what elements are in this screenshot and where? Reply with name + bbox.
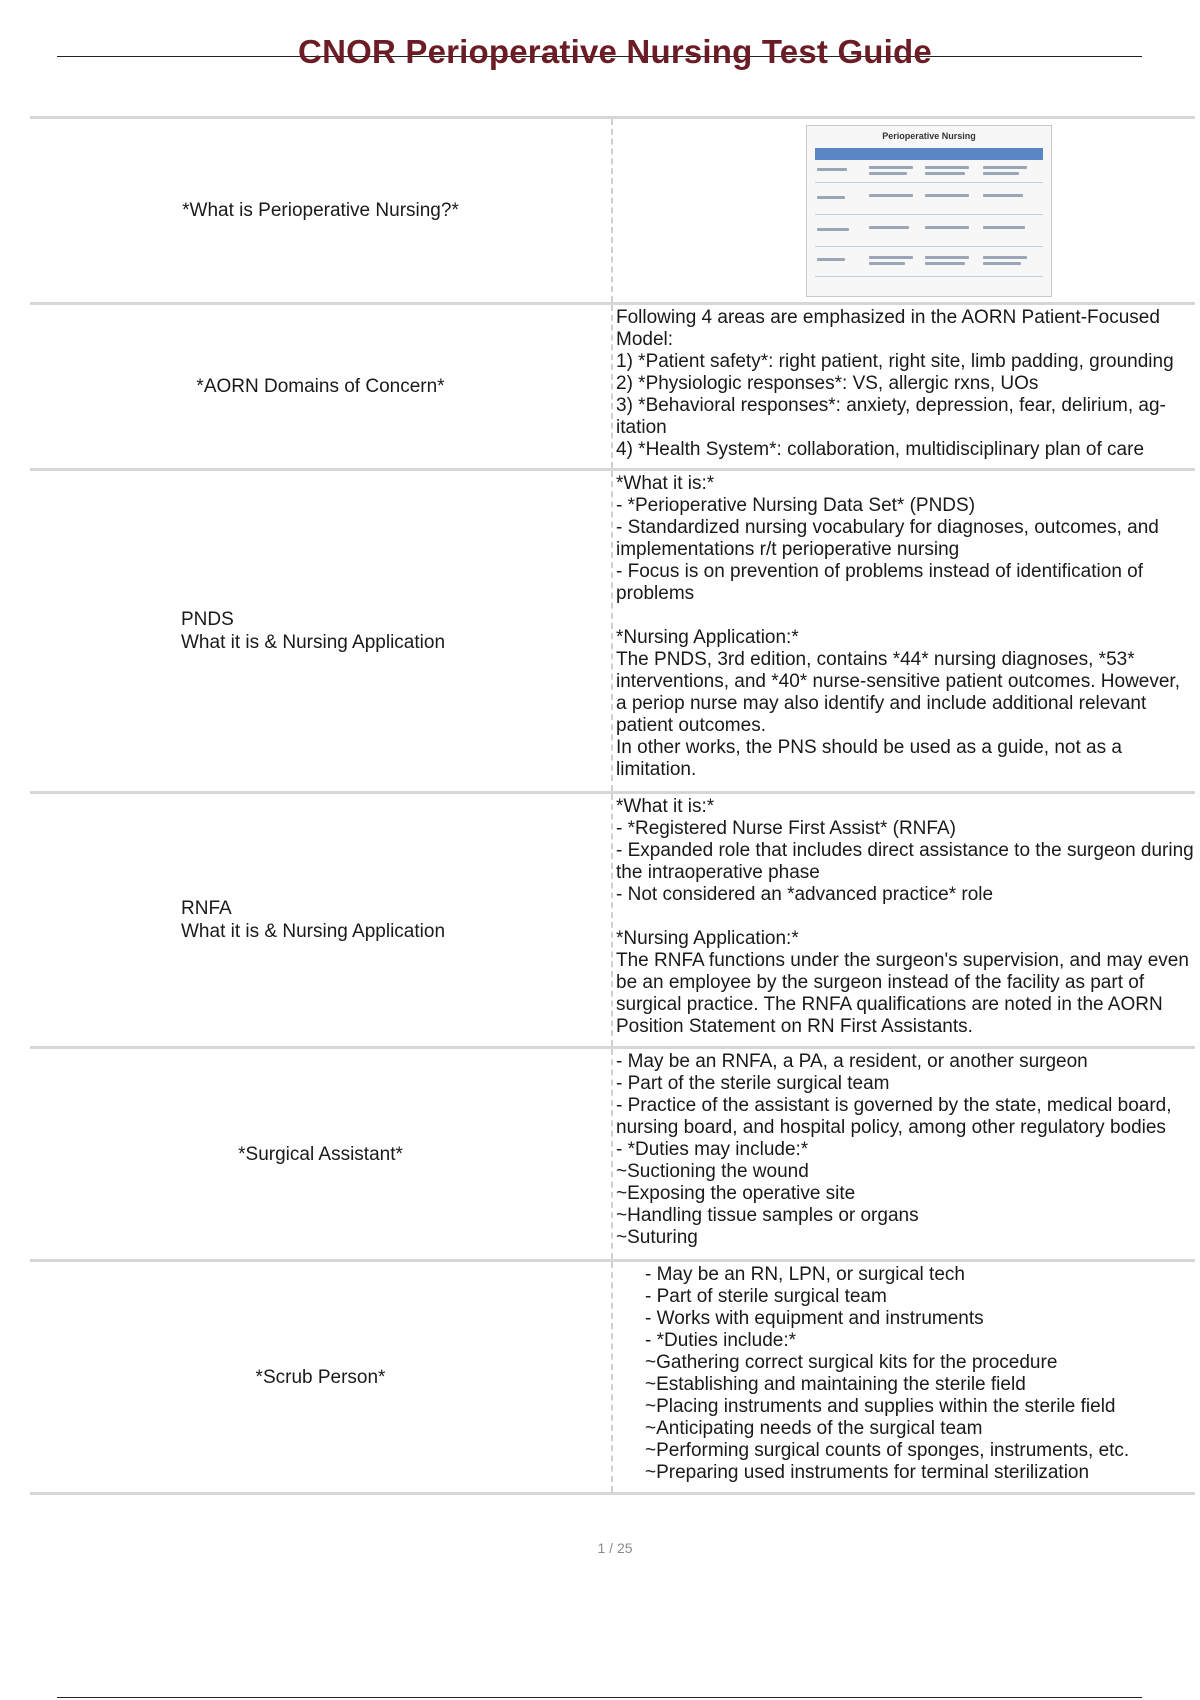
term-text: *AORN Domains of Concern* — [196, 376, 445, 397]
definition-cell: *What it is:* - *Registered Nurse First Assist* (RNFA) - Expanded role that includes direct assistance to the surgeon during the intraoperative phase - Not considered an *advanced practice* role *Nursing Application:* The RNFA functions under the surgeon's supervision, and may even be an employee by the surgeon instead of the facility as part of surgical practice. The RNFA qualifications are noted in the AORN Position Statement on RN First Assistants. — [616, 796, 1194, 1037]
term-text: *Surgical Assistant* — [238, 1143, 403, 1165]
image-cell — [983, 226, 1025, 229]
image-cell — [925, 262, 965, 265]
page-header — [0, 0, 1200, 100]
definition-cell — [613, 119, 1195, 302]
term-cell — [30, 305, 613, 468]
flashcard-table — [30, 116, 1195, 1495]
image-grid-line — [815, 214, 1043, 215]
image-cell — [983, 262, 1021, 265]
image-caption: Perioperative Nursing — [882, 130, 976, 141]
term-cell — [30, 119, 613, 302]
term-text: PNDS What it is & Nursing Application — [181, 609, 446, 653]
definition-cell: Following 4 areas are emphasized in the AORN Patient-Focused Model: 1) *Patient safety*: right patient, right site, limb padding, grounding 2) *Physiologic responses*: VS, allergic rxns, UOs 3) *Behavioral responses*: anxiety, depression, fear, delirium, ag-itation 4) *Health System*: collaboration, multidisciplinary plan of care — [616, 307, 1174, 460]
image-cell — [925, 226, 969, 229]
definition-cell: - May be an RN, LPN, or surgical tech - Part of sterile surgical team - Works with equipment and instruments - *Duties include:* ~Gathering correct surgical kits for the procedure ~Establishing and maintaining the sterile field ~Placing instruments and supplies within the sterile field ~Anticipating needs of the surgical team ~Performing surgical counts of sponges, instruments, etc. ~Preparing used instruments for terminal sterilization — [645, 1264, 1130, 1483]
image-cell — [817, 258, 845, 261]
image-cell — [925, 256, 969, 259]
image-grid-line — [815, 182, 1043, 183]
term-text: *What is Perioperative Nursing?* — [182, 200, 459, 221]
image-cell — [983, 194, 1023, 197]
table-row — [30, 1046, 1195, 1259]
image-table-header — [815, 148, 1043, 160]
page-number: 1 / 25 — [597, 1540, 633, 1556]
table-row — [30, 116, 1195, 302]
footer-rule — [57, 1697, 1142, 1698]
term-cell — [30, 1262, 613, 1492]
term-cell — [30, 794, 613, 1046]
page-title: CNOR Perioperative Nursing Test Guide — [298, 33, 932, 70]
table-row — [30, 791, 1195, 1046]
term-text: RNFA What it is & Nursing Application — [181, 898, 446, 942]
image-cell — [983, 256, 1027, 259]
image-cell — [925, 172, 965, 175]
image-grid-line — [815, 246, 1043, 247]
table-row — [30, 1259, 1195, 1495]
image-cell — [983, 172, 1019, 175]
image-cell — [869, 262, 905, 265]
definition-cell: *What it is:* - *Perioperative Nursing Data Set* (PNDS) - Standardized nursing vocabulary for diagnoses, outcomes, and implementations r/t perioperative nursing - Focus is on prevention of problems instead of identification of problems *Nursing Application:* The PNDS, 3rd edition, contains *44* nursing diagnoses, *53* interventions, and *40* nurse-sensitive patient outcomes. However, a periop nurse may also identify and include additional relevant patient outcomes. In other works, the PNS should be used as a guide, not as a limitation. — [616, 473, 1180, 780]
table-row — [30, 468, 1195, 791]
image-cell — [869, 166, 913, 169]
image-cell — [869, 194, 913, 197]
image-cell — [869, 256, 913, 259]
term-cell — [30, 471, 613, 791]
term-text: *Scrub Person* — [255, 1366, 386, 1388]
image-cell — [817, 168, 847, 171]
image-cell — [817, 228, 849, 231]
image-cell — [869, 226, 909, 229]
image-grid-line — [815, 276, 1043, 277]
image-cell — [869, 172, 907, 175]
image-cell — [925, 194, 969, 197]
perioperative-nursing-table-image — [806, 125, 1052, 297]
image-cell — [817, 196, 845, 199]
table-row — [30, 302, 1195, 468]
image-cell — [983, 166, 1027, 169]
term-cell — [30, 1049, 613, 1259]
definition-cell: - May be an RNFA, a PA, a resident, or another surgeon - Part of the sterile surgical team - Practice of the assistant is governed by the state, medical board, nursing board, and hospital policy, among other regulatory bodies - *Duties may include:* ~Suctioning the wound ~Exposing the operative site ~Handling tissue samples or organs ~Suturing — [616, 1051, 1172, 1248]
image-cell — [925, 166, 969, 169]
